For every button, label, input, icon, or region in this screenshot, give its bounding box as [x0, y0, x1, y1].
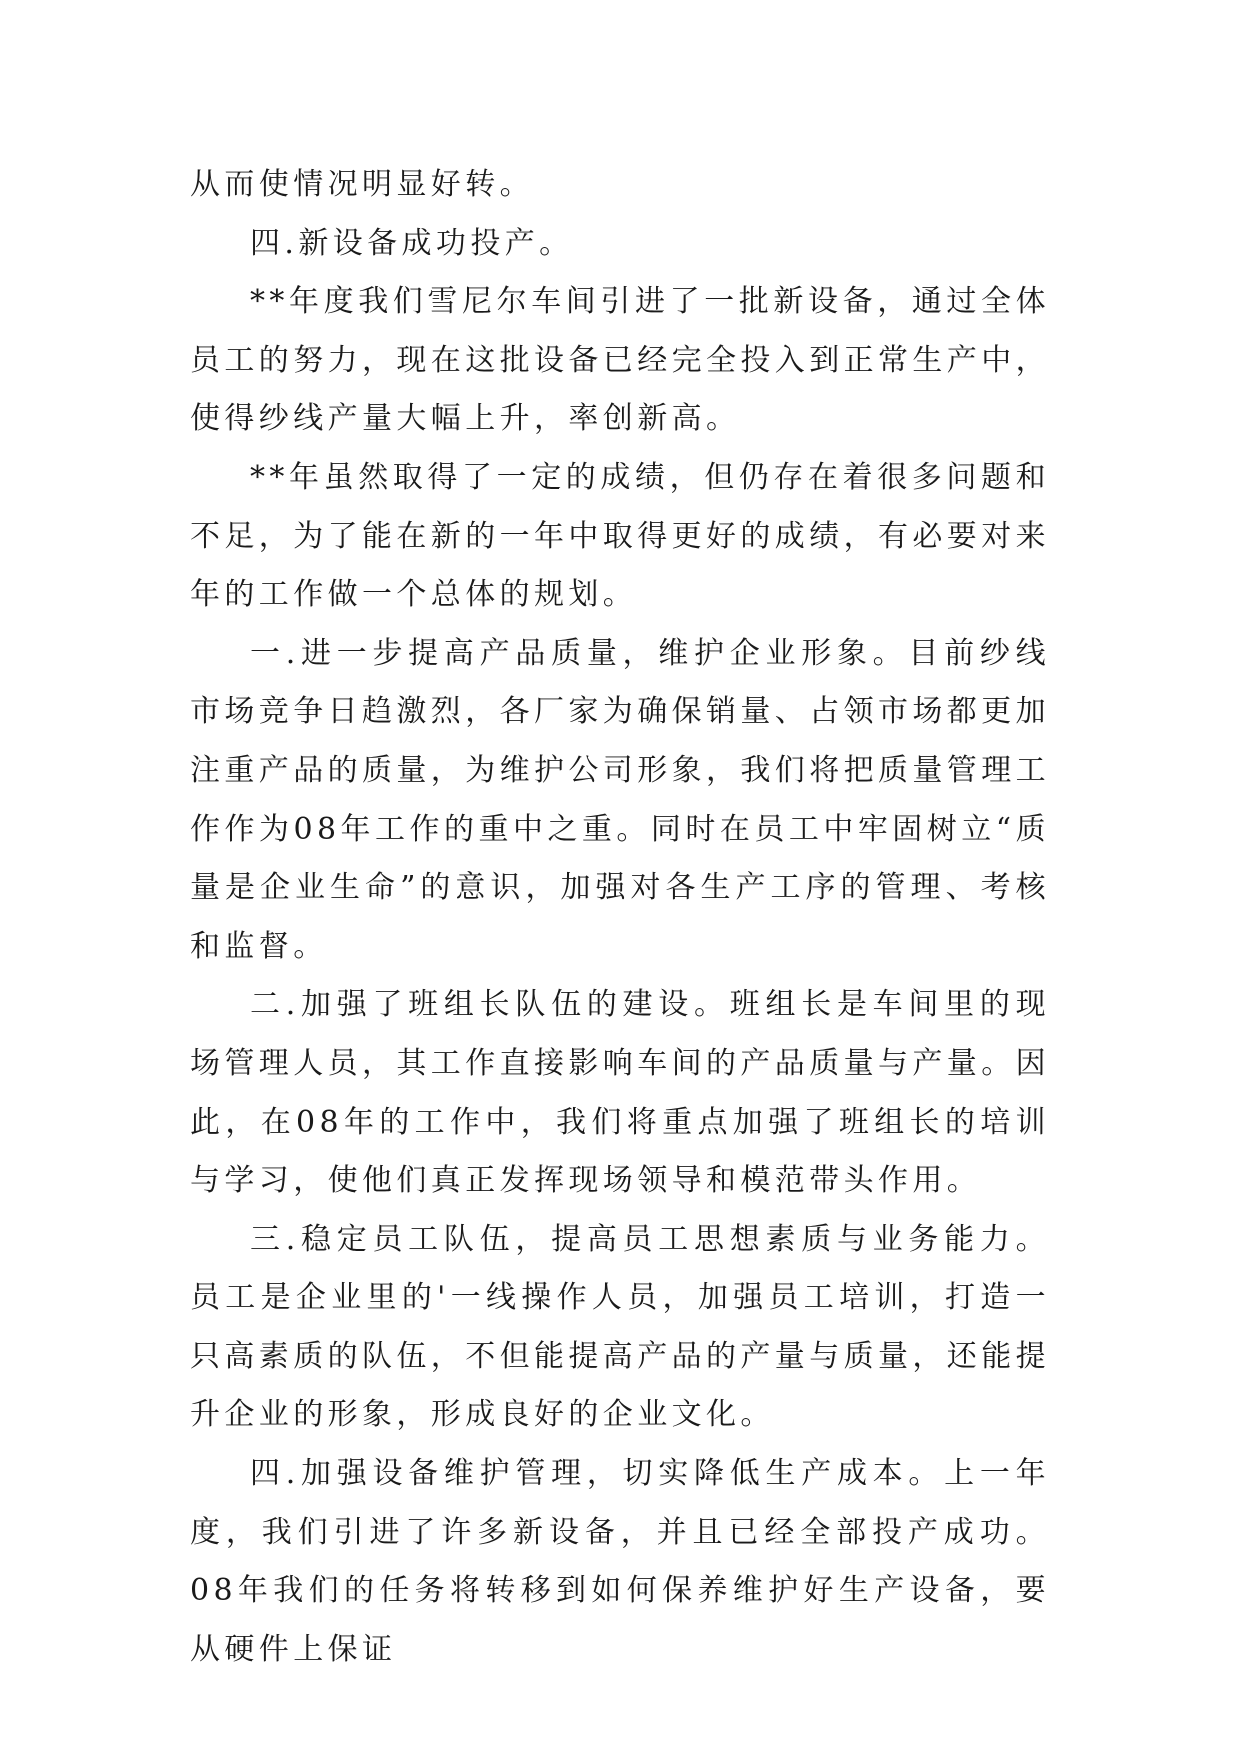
paragraph-plan-team-leaders: 二.加强了班组长队伍的建设。班组长是车间里的现场管理人员，其工作直接影响车间的产品质量与产量。因此，在08年的工作中，我们将重点加强了班组长的培训与学习，使他们真正发挥现场领导和模范带头作用。: [190, 987, 1050, 1199]
paragraph-new-equipment: **年度我们雪尼尔车间引进了一批新设备，通过全体员工的努力，现在这批设备已经完全投入到正常生产中，使得纱线产量大幅上升，率创新高。: [190, 284, 1050, 437]
document-body: [190, 156, 1050, 1679]
paragraph-plan-maintenance: 四.加强设备维护管理，切实降低生产成本。上一年度，我们引进了许多新设备，并且已经全部投产成功。08年我们的任务将转移到如何保养维护好生产设备，要从硬件上保证: [190, 1456, 1050, 1667]
paragraph-continuation: 从而使情况明显好转。: [190, 167, 534, 202]
section-heading-new-equipment: 四.新设备成功投产。: [250, 225, 574, 261]
paragraph-plan-quality: 一.进一步提高产品质量，维护企业形象。目前纱线市场竞争日趋激烈，各厂家为确保销量、占领市场都更加注重产品的质量，为维护公司形象，我们将把质量管理工作作为08年工作的重中之重。同时在员工中牢固树立“质量是企业生命”的意识，加强对各生产工序的管理、考核和监督。: [190, 635, 1050, 964]
paragraph-planning-intro: **年虽然取得了一定的成绩，但仍存在着很多问题和不足，为了能在新的一年中取得更好的成绩，有必要对来年的工作做一个总体的规划。: [190, 459, 1050, 613]
paragraph-plan-staff: 三.稳定员工队伍，提高员工思想素质与业务能力。员工是企业里的'一线操作人员，加强员工培训，打造一只高素质的队伍，不但能提高产品的产量与质量，还能提升企业的形象，形成良好的企业文化。: [190, 1221, 1050, 1433]
